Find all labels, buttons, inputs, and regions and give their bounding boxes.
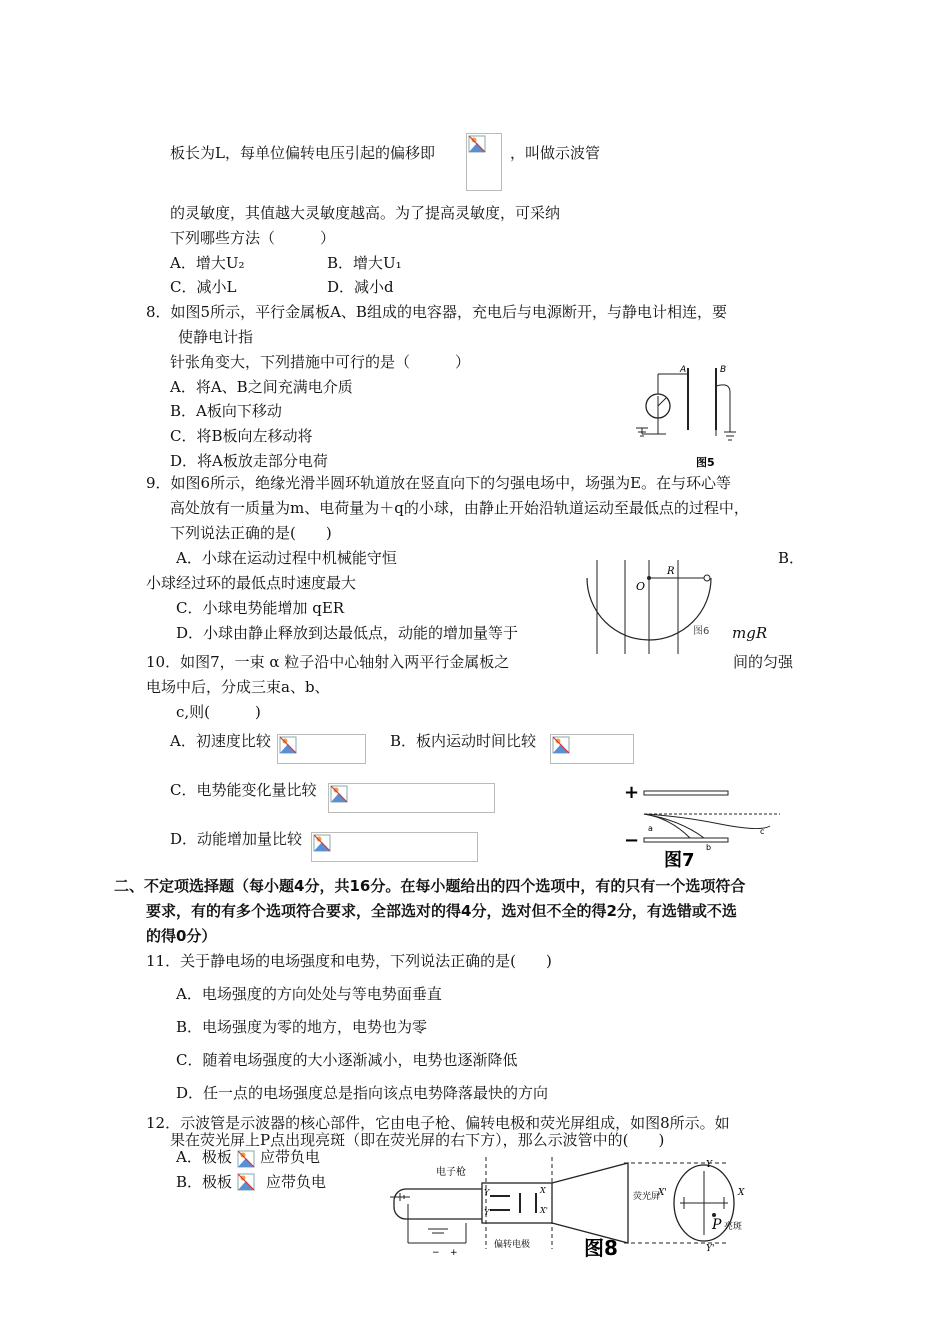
q9-line2: 高处放有一质量为m、电荷量为＋q的小球，由静止开始沿轨道运动至最低点的过程中， <box>170 499 749 517</box>
q10-option-a: A．初速度比较 <box>170 732 271 750</box>
q11-option-a: A．电场强度的方向处处与等电势面垂直 <box>176 985 442 1003</box>
q10-line1a: 10．如图7，一束 α 粒子沿中心轴射入两平行金属板之 <box>146 653 510 671</box>
q12-line2: 果在荧光屏上P点出现亮斑（即在荧光屏的右下方），那么示波管中的( ) <box>170 1131 665 1149</box>
fig8-label-bright-spot: 亮斑 <box>724 1222 743 1232</box>
formula-image-placeholder <box>236 1172 262 1194</box>
q8-line3: 针张角变大，下列措施中可行的是（ ） <box>170 353 471 371</box>
fig8-screen-label-x-prime: X' <box>658 1188 667 1198</box>
fig8-screen-label-y: Y <box>706 1160 712 1170</box>
broken-image-icon <box>313 834 331 852</box>
q10-option-c: C．电势能变化量比较 <box>170 781 317 799</box>
fig7-label-b: b <box>706 843 712 852</box>
q9-option-b-marker: B． <box>778 549 805 567</box>
q12-option-a-part2: 应带负电 <box>260 1148 321 1166</box>
q9-option-d-tail: mgR <box>732 624 768 642</box>
broken-image-icon <box>330 785 348 803</box>
q8-line1: 8．如图5所示，平行金属板A、B组成的电容器，充电后与电源断开，与静电计相连，要 <box>146 303 727 321</box>
formula-image-placeholder <box>236 1149 258 1169</box>
q7-line1b: ，叫做示波管 <box>510 144 601 162</box>
fig8-screen-label-x: X <box>738 1188 745 1198</box>
broken-image-icon <box>279 736 297 754</box>
section2-heading-line2: 要求，有的有多个选项符合要求，全部选对的得4分，选对但不全的得2分，有选错或不选 <box>146 902 737 920</box>
section2-heading-line1: 二、不定项选择题（每小题4分，共16分。在每小题给出的四个选项中，有的只有一个选项符合 <box>114 877 746 895</box>
q11-option-c: C．随着电场强度的大小逐渐减小，电势也逐渐降低 <box>176 1051 518 1069</box>
fig8-label-minus: − <box>432 1248 440 1258</box>
fig8-caption: 图8 <box>584 1236 618 1260</box>
formula-image-placeholder <box>550 734 634 764</box>
q9-line3: 下列说法正确的是( ) <box>170 524 332 542</box>
q7-line1a: 板长为L，每单位偏转电压引起的偏移即 <box>170 144 435 162</box>
fig8-label-screen: 荧光屏 <box>633 1192 661 1202</box>
fig8-label-y-plate: Y <box>484 1188 490 1197</box>
q10-line2: 电场中后，分成三束a、b、 <box>146 678 330 696</box>
q8-line2: 使静电计指 <box>178 328 254 346</box>
q12-option-b-part2: 应带负电 <box>266 1173 327 1191</box>
q7-line3: 下列哪些方法（ ） <box>170 229 336 247</box>
q11-option-b: B．电场强度为零的地方，电势也为零 <box>176 1018 428 1036</box>
fig5-label-b: B <box>720 365 727 375</box>
fig6-label-r: R <box>667 566 675 577</box>
q9-line1: 9．如图6所示，绝缘光滑半圆环轨道放在竖直向下的匀强电场中，场强为E。在与环心等 <box>146 474 732 492</box>
q8-option-b: B．A板向下移动 <box>170 402 282 420</box>
fig8-label-deflection-plates: 偏转电极 <box>494 1240 531 1250</box>
q9-option-d: D．小球由静止释放到达最低点，动能的增加量等于 <box>176 624 519 642</box>
fig5-label-a: A <box>680 365 687 375</box>
q9-option-a: A．小球在运动过程中机械能守恒 <box>176 549 397 567</box>
fig8-label-x-plate: X <box>540 1186 546 1195</box>
fig8-label-plus: + <box>450 1248 458 1258</box>
fig5-caption: 图5 <box>696 456 715 469</box>
q7-option-b: B．增大U₁ <box>327 254 402 272</box>
q10-line1b: 间的匀强 <box>733 653 794 671</box>
q8-option-a: A．将A、B之间充满电介质 <box>170 378 353 396</box>
fig8-screen-label-y-prime: Y' <box>706 1244 715 1254</box>
q10-option-d: D．动能增加量比较 <box>170 830 303 848</box>
q10-option-b: B．板内运动时间比较 <box>390 732 537 750</box>
figure-6-semicircle-track <box>583 558 733 658</box>
q7-option-c: C．减小L <box>170 278 237 296</box>
q8-option-d: D．将A板放走部分电荷 <box>170 452 328 470</box>
q7-option-d: D．减小d <box>327 278 394 296</box>
broken-image-icon <box>237 1150 255 1168</box>
q7-option-a: A．增大U₂ <box>170 254 245 272</box>
fig8-label-y-prime-plate: Y' <box>484 1208 492 1217</box>
fig8-label-electron-gun: 电子枪 <box>436 1167 466 1178</box>
q12-line1: 12．示波管是示波器的核心部件，它由电子枪、偏转电极和荧光屏组成，如图8所示。如 <box>146 1114 730 1132</box>
fig6-caption: 图6 <box>693 626 710 637</box>
formula-image-placeholder <box>466 133 502 191</box>
section2-heading-line3: 的得0分） <box>146 927 217 945</box>
q11-stem: 11．关于静电场的电场强度和电势，下列说法正确的是( ) <box>146 952 552 970</box>
formula-image-placeholder <box>311 832 478 862</box>
fig6-label-o: O <box>636 580 646 593</box>
broken-image-icon <box>237 1173 255 1191</box>
figure-5-electroscope-diagram <box>628 362 748 470</box>
q8-option-c: C．将B板向左移动将 <box>170 427 313 445</box>
q7-line2: 的灵敏度，其值越大灵敏度越高。为了提高灵敏度，可采纳 <box>170 204 561 222</box>
q9-option-b: 小球经过环的最低点时速度最大 <box>146 574 357 592</box>
broken-image-icon <box>468 135 486 153</box>
formula-image-placeholder <box>277 734 366 764</box>
fig7-minus-sign: − <box>624 830 640 851</box>
fig8-label-x-prime-plate: X' <box>540 1206 548 1215</box>
fig8-label-p: P <box>712 1217 722 1233</box>
q12-option-b-part1: B．极板 <box>176 1173 233 1191</box>
q12-option-a-part1: A．极板 <box>176 1148 232 1166</box>
q11-option-d: D．任一点的电场强度总是指向该点电势降落最快的方向 <box>176 1084 549 1102</box>
figure-8-oscilloscope-tube <box>388 1153 758 1261</box>
fig7-caption: 图7 <box>664 850 695 871</box>
fig7-label-c: c <box>760 827 765 836</box>
q9-option-c: C．小球电势能增加 qER <box>176 599 345 617</box>
broken-image-icon <box>552 736 570 754</box>
formula-image-placeholder <box>328 783 495 813</box>
fig7-label-a: a <box>648 824 653 833</box>
q10-line3: c,则( ) <box>176 703 261 721</box>
fig7-plus-sign: + <box>624 782 640 803</box>
figure-7-parallel-plates <box>620 780 790 872</box>
